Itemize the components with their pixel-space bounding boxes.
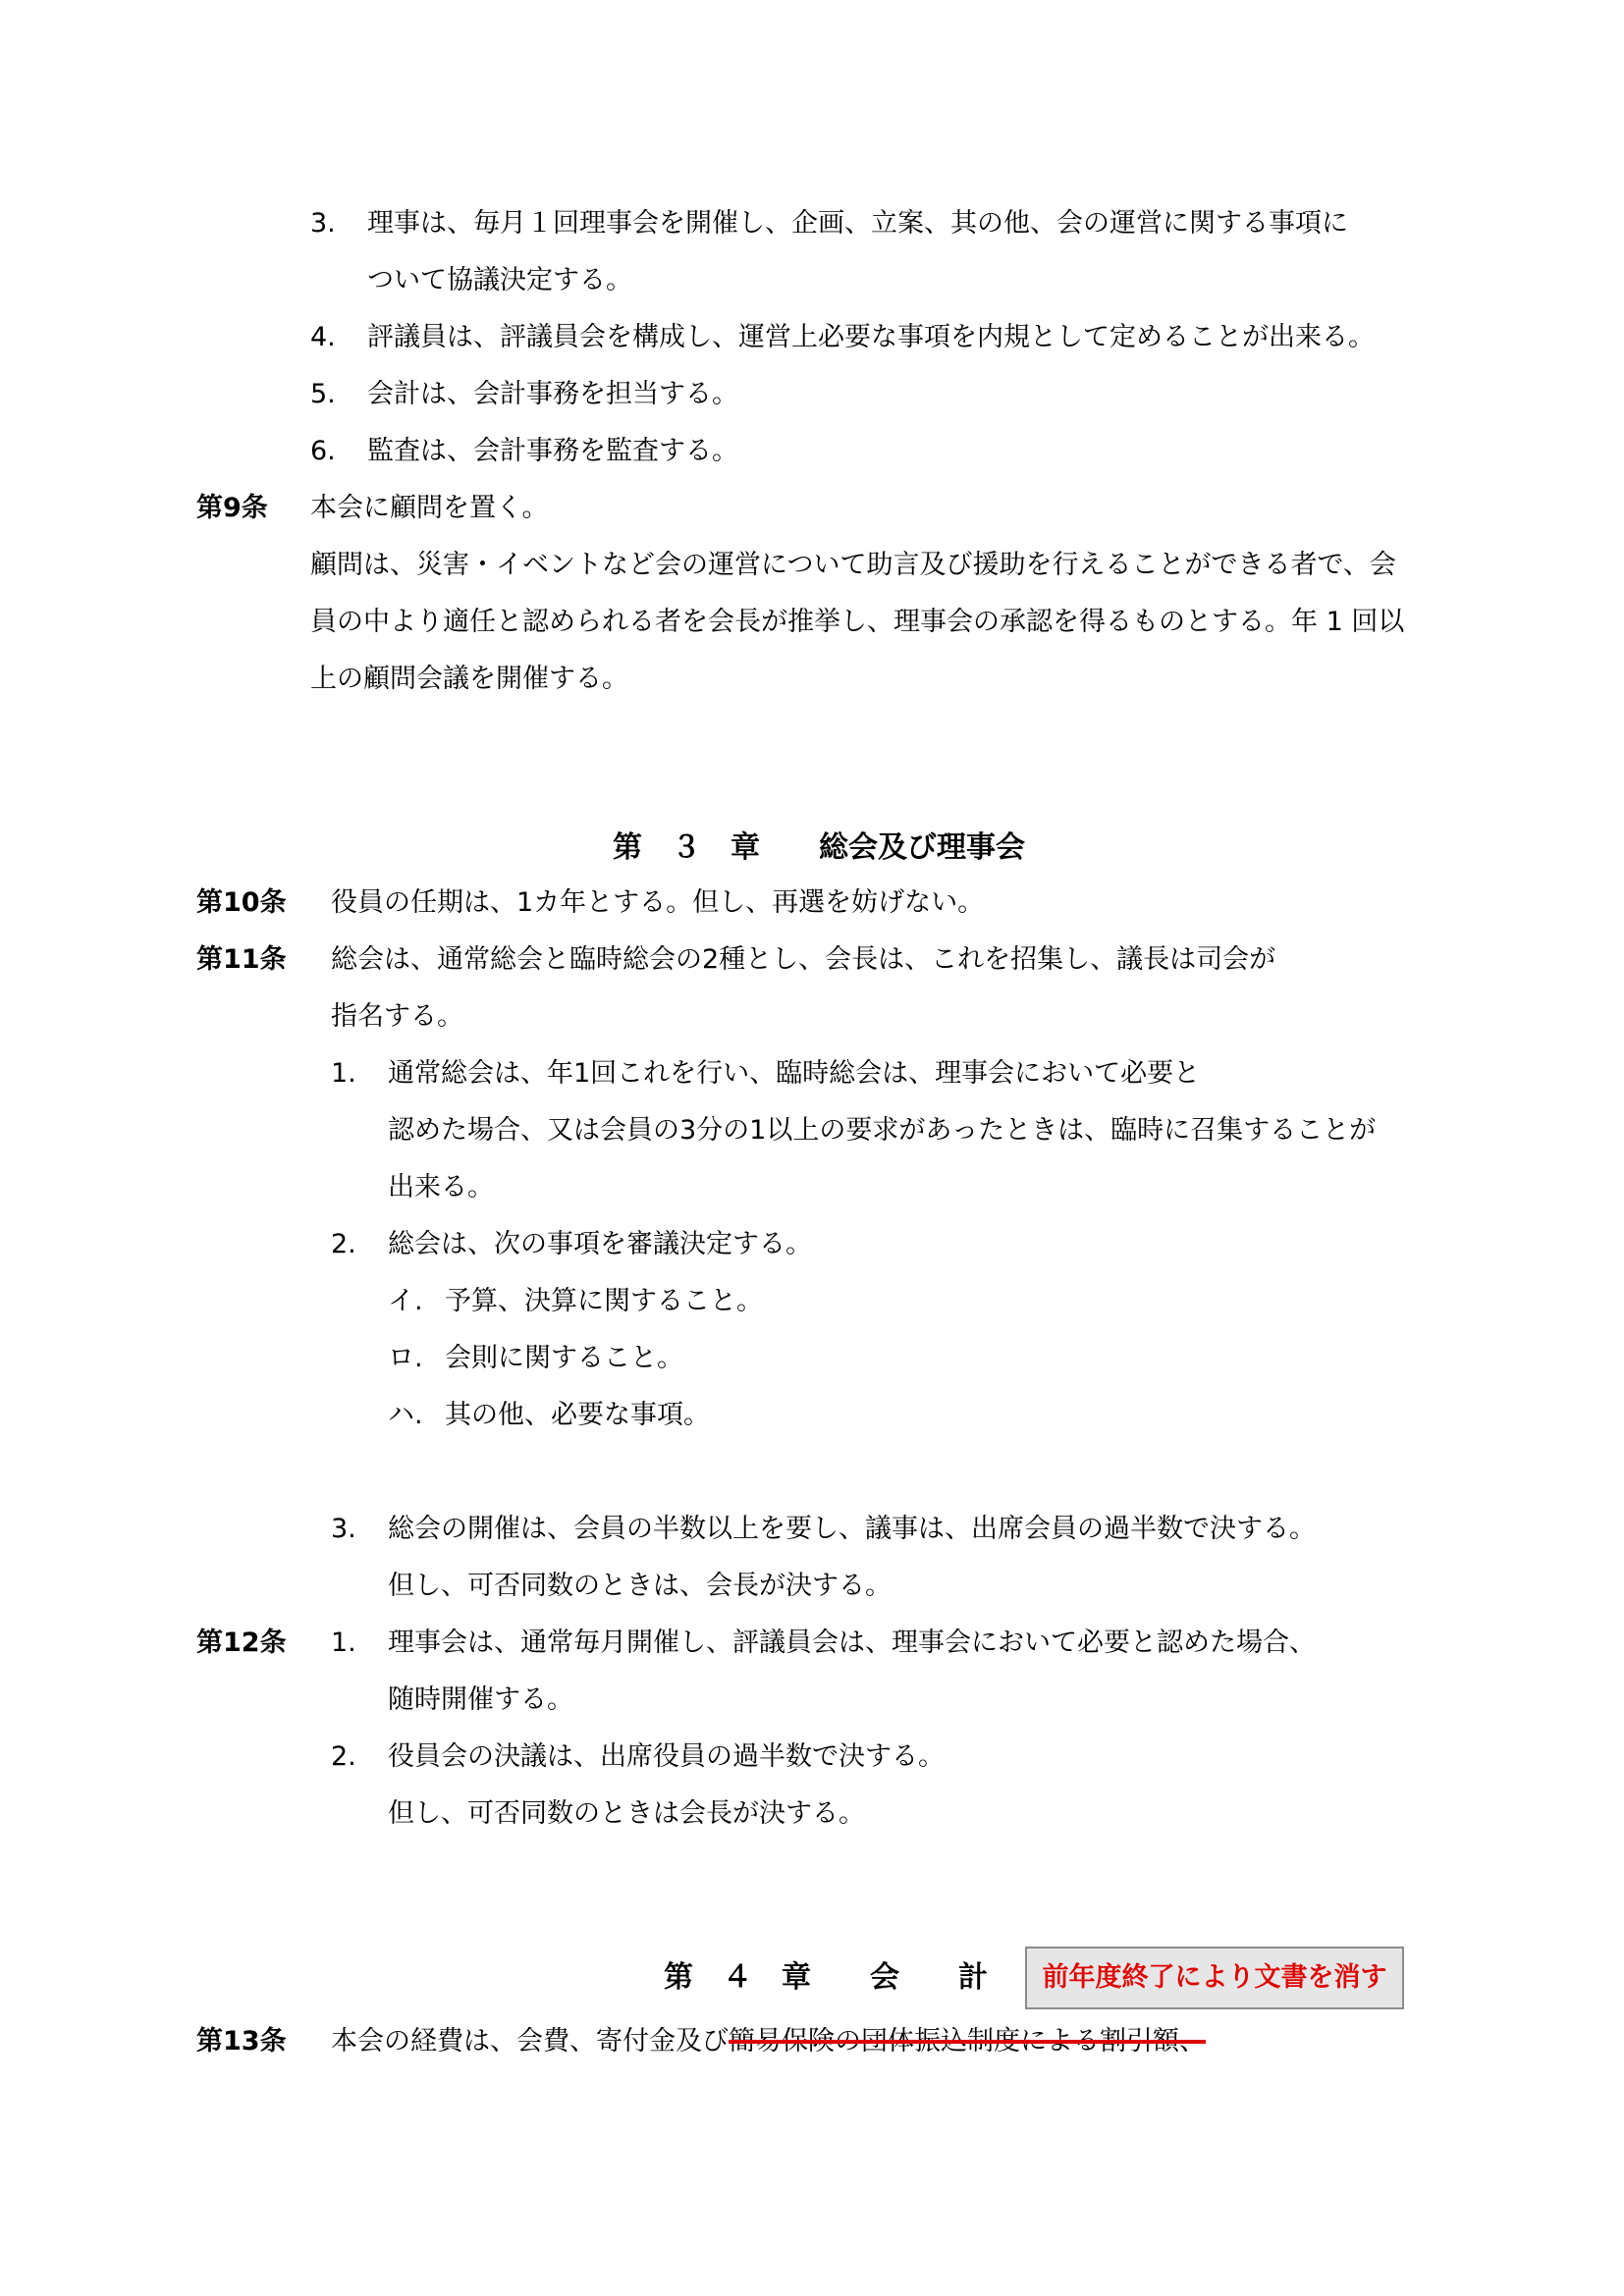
article-12-item-1-line-1	[196, 1624, 1316, 1663]
item-number: 2.	[331, 1741, 356, 1772]
item-text: 総会は、次の事項を審議決定する。	[388, 1229, 812, 1259]
article-label: 第11条	[196, 944, 287, 975]
article-9-line-2: 顧問は、災害・イベントなど会の運営について助言及び援助を行えることができる者で、会	[310, 550, 1396, 580]
article-11-item-1-line-3: 出来る。	[388, 1172, 494, 1202]
item-number: 3.	[310, 208, 336, 239]
chapter-3-heading: 第 ３ 章 総会及び理事会	[613, 830, 1025, 865]
item-6	[310, 432, 738, 471]
sub-item-ro	[388, 1339, 683, 1378]
item-number: 1.	[331, 1628, 356, 1658]
article-label: 第13条	[196, 2026, 287, 2056]
article-11-line-1	[196, 940, 1275, 980]
struck-through-text: 簡易保険の団体振込制度による割引額、	[729, 2026, 1206, 2056]
item-number: 5.	[310, 379, 336, 409]
item-text: 評議員は、評議員会を構成し、運営上必要な事項を内規として定めることが出来る。	[367, 322, 1375, 352]
article-text: 本会に顧問を置く。	[310, 493, 549, 523]
article-12-item-2-line-2: 但し、可否同数のときは会長が決する。	[388, 1798, 865, 1829]
article-text: 総会は、通常総会と臨時総会の2種とし、会長は、これを招集し、議長は司会が	[331, 944, 1276, 975]
item-number: 4.	[310, 322, 336, 352]
article-11-item-1-line-1	[331, 1054, 1200, 1094]
article-11-item-2	[331, 1225, 812, 1264]
item-text: 会計は、会計事務を担当する。	[367, 379, 738, 409]
item-text: 総会の開催は、会員の半数以上を要し、議事は、出席会員の過半数で決する。	[388, 1514, 1316, 1544]
item-5	[310, 375, 738, 414]
article-label: 第12条	[196, 1628, 287, 1658]
article-text: 本会の経費は、会費、寄付金及び	[331, 2026, 729, 2056]
article-13	[196, 2022, 1206, 2061]
deletion-note-box: 前年度終了により文書を消す	[1025, 1947, 1404, 2009]
sub-item-text: 会則に関すること。	[445, 1343, 683, 1373]
article-10	[196, 883, 984, 923]
item-number: 3.	[331, 1514, 356, 1544]
article-11-item-3-line-1	[331, 1510, 1316, 1549]
item-number: 6.	[310, 436, 336, 466]
sub-item-text: 予算、決算に関すること。	[445, 1286, 763, 1316]
item-3-line-2: ついて協議決定する。	[367, 265, 632, 295]
sub-item-number: ハ.	[388, 1400, 423, 1430]
article-label: 第9条	[196, 493, 268, 523]
sub-item-i	[388, 1282, 763, 1321]
article-11-item-1-line-2: 認めた場合、又は会員の3分の1以上の要求があったときは、臨時に召集することが	[388, 1115, 1377, 1146]
article-12-item-1-line-2: 随時開催する。	[388, 1684, 573, 1715]
item-number: 2.	[331, 1229, 356, 1259]
article-text: 役員の任期は、1カ年とする。但し、再選を妨げない。	[331, 887, 985, 918]
item-3-line-1	[310, 204, 1348, 243]
item-text: 監査は、会計事務を監査する。	[367, 436, 738, 466]
sub-item-text: 其の他、必要な事項。	[445, 1400, 710, 1430]
article-9-line-4: 上の顧問会議を開催する。	[310, 664, 628, 694]
article-11-item-3-line-2: 但し、可否同数のときは、会長が決する。	[388, 1571, 892, 1601]
sub-item-number: ロ.	[388, 1343, 423, 1373]
sub-item-ha	[388, 1396, 710, 1435]
sub-item-number: イ.	[388, 1286, 423, 1316]
article-12-item-2-line-1	[331, 1737, 945, 1777]
article-9-line-1	[196, 489, 548, 528]
item-text: 理事は、毎月１回理事会を開催し、企画、立案、其の他、会の運営に関する事項に	[367, 208, 1348, 239]
article-11-line-2: 指名する。	[331, 1001, 463, 1032]
item-text: 役員会の決議は、出席役員の過半数で決する。	[388, 1741, 945, 1772]
item-text: 通常総会は、年1回これを行い、臨時総会は、理事会において必要と	[388, 1058, 1201, 1089]
item-text: 理事会は、通常毎月開催し、評議員会は、理事会において必要と認めた場合、	[388, 1628, 1316, 1658]
chapter-4-heading: 第 ４ 章 会 計	[664, 1960, 988, 1995]
article-label: 第10条	[196, 887, 287, 918]
item-number: 1.	[331, 1058, 356, 1089]
item-4	[310, 318, 1375, 357]
article-9-line-3: 員の中より適任と認められる者を会長が推挙し、理事会の承認を得るものとする。年 1 回以	[310, 607, 1405, 637]
